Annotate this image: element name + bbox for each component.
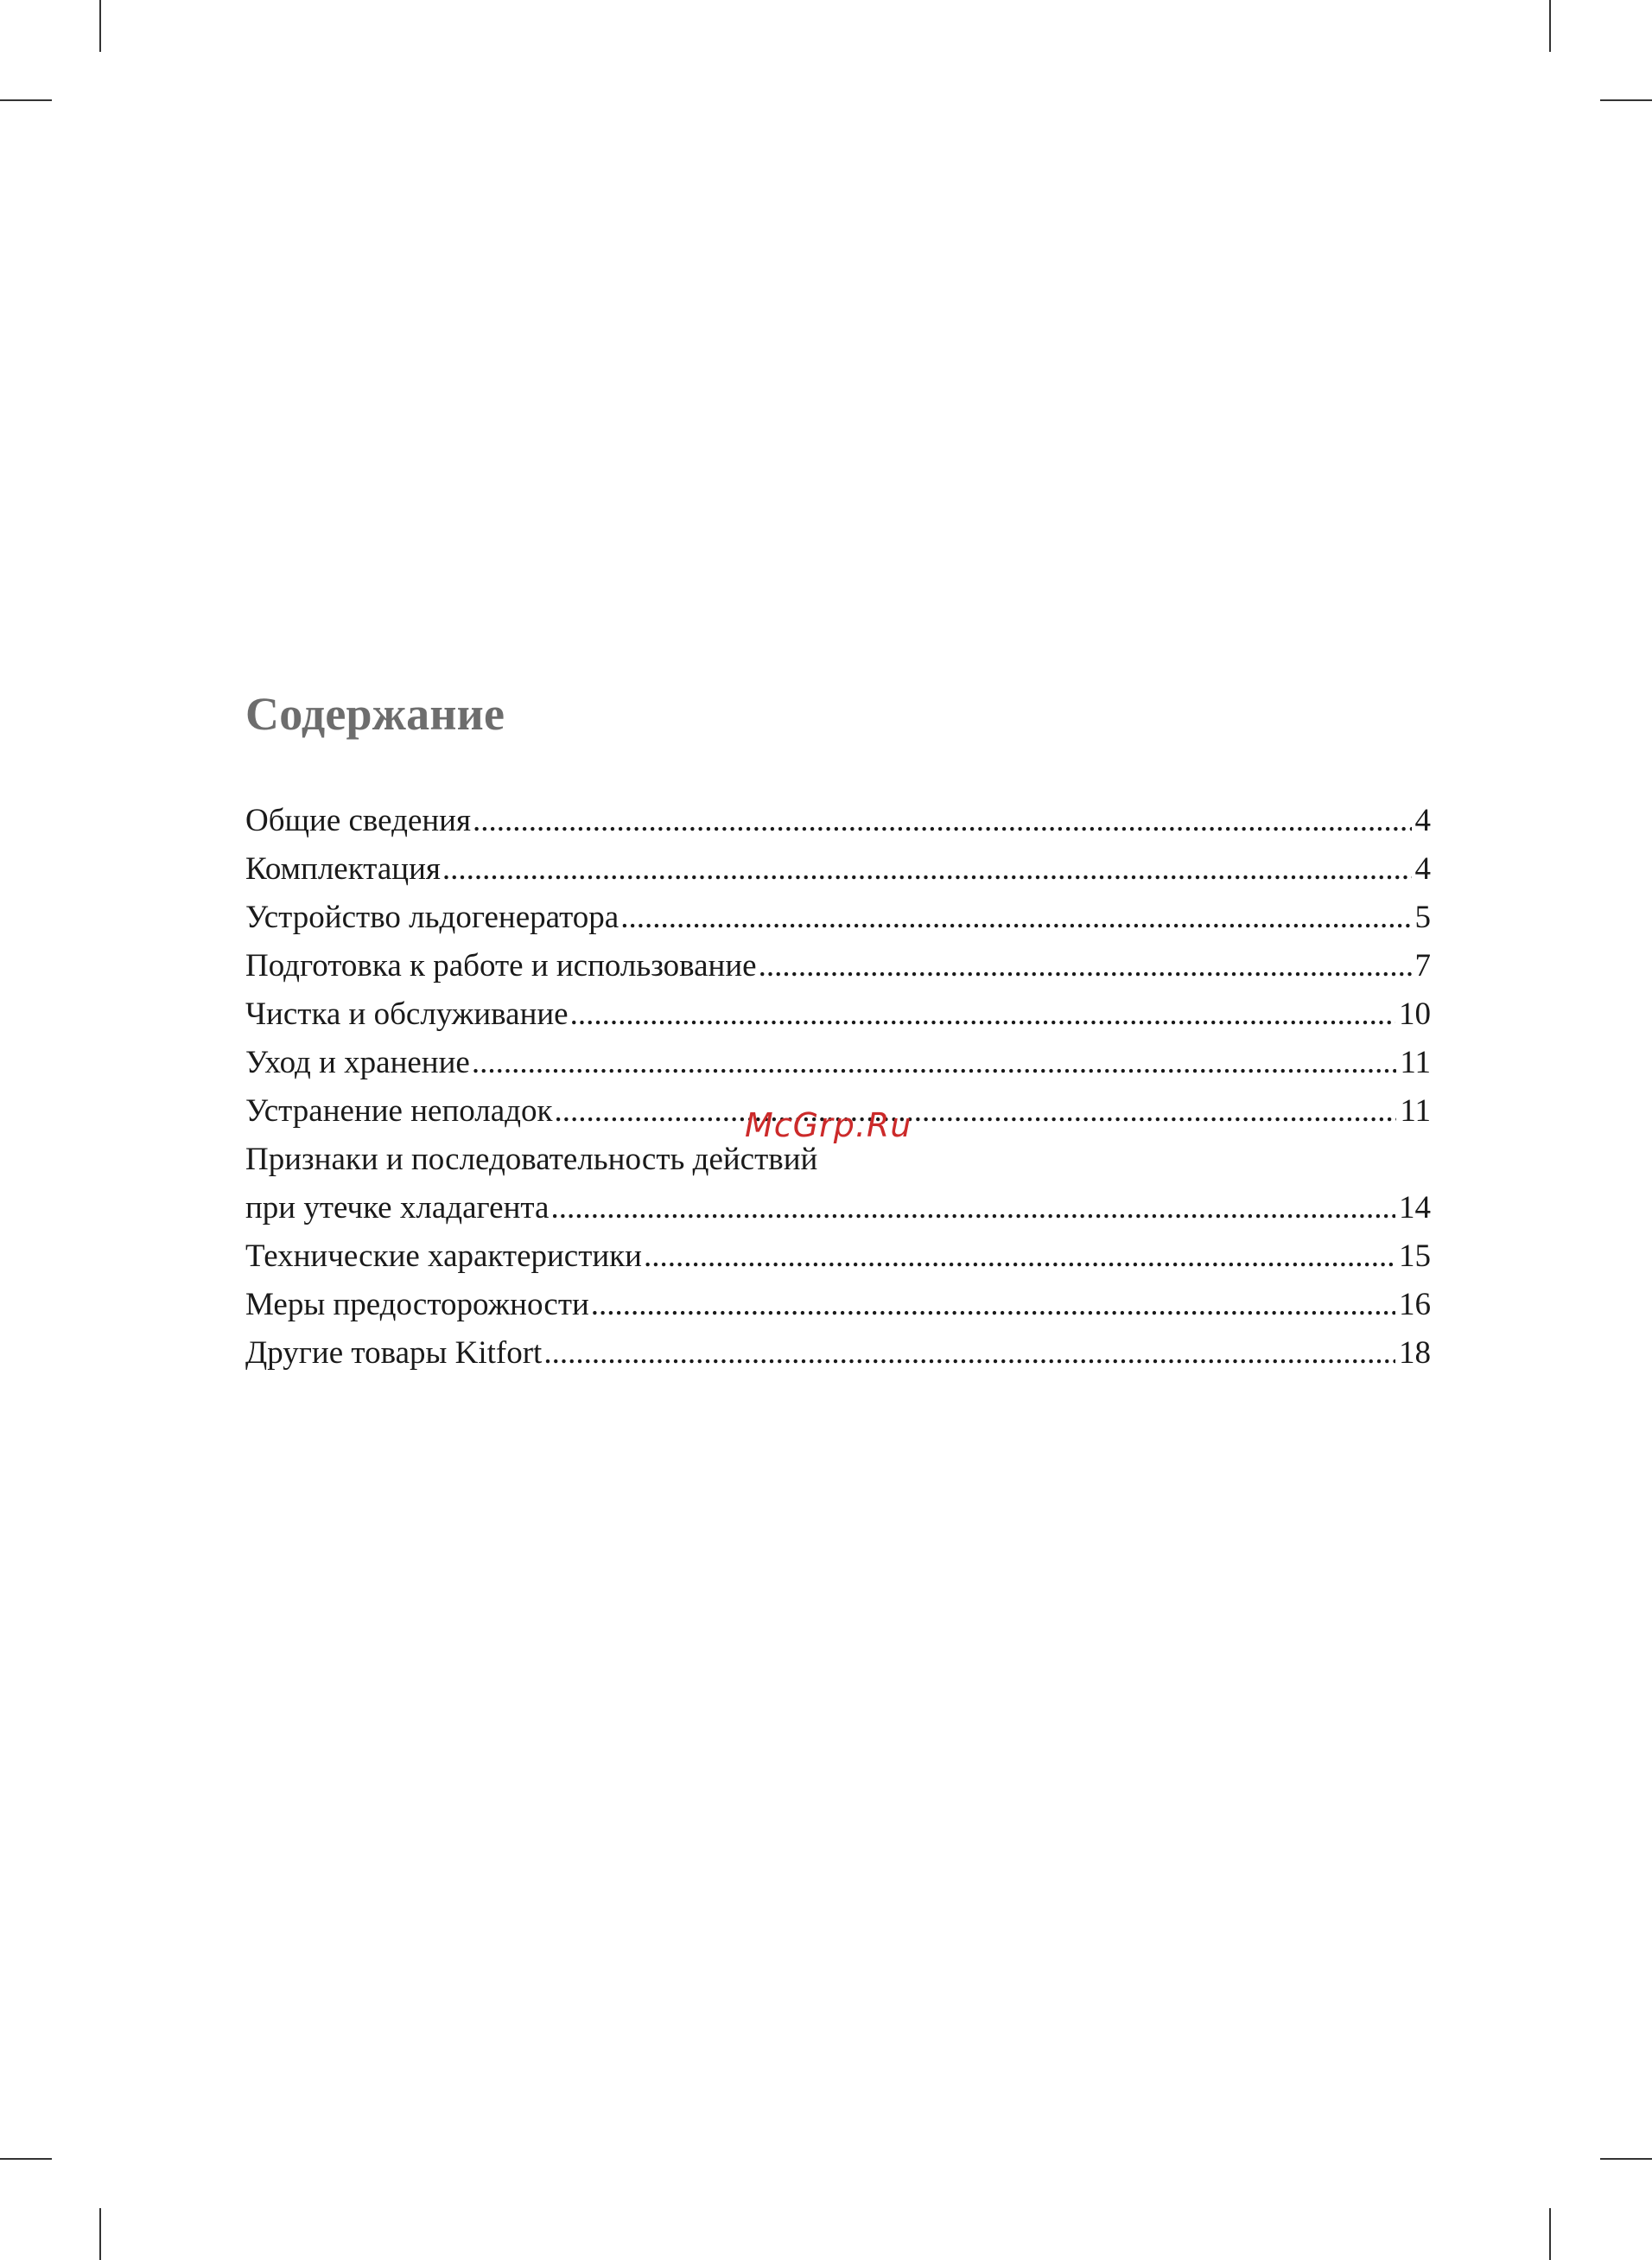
- toc-item[interactable]: [245, 1184, 1431, 1232]
- crop-mark-top-right-horizontal: [1600, 99, 1652, 101]
- toc-item[interactable]: [245, 942, 1431, 990]
- toc-item-page: 7: [1414, 948, 1431, 984]
- toc-item[interactable]: [245, 1232, 1431, 1281]
- toc-leader-dots: [472, 1039, 1397, 1087]
- toc-item-page: 4: [1414, 851, 1431, 887]
- toc-item-page: 10: [1399, 996, 1431, 1032]
- toc-leader-dots: [620, 894, 1411, 942]
- crop-mark-top-left-horizontal: [0, 99, 52, 101]
- toc-item[interactable]: [245, 797, 1431, 845]
- toc-item[interactable]: [245, 894, 1431, 942]
- toc-item-page: 16: [1399, 1287, 1431, 1322]
- toc-item-label: Общие сведения: [245, 803, 471, 838]
- toc-item-page: 4: [1414, 803, 1431, 838]
- toc-item-label: Уход и хранение: [245, 1045, 470, 1080]
- toc-item[interactable]: [245, 990, 1431, 1039]
- toc-item-label: Устранение неполадок: [245, 1093, 553, 1129]
- toc-item-label: Признаки и последовательность действий: [245, 1142, 818, 1177]
- toc-leader-dots: [543, 1329, 1395, 1378]
- toc-leader-dots: [473, 797, 1412, 845]
- toc-leader-dots: [644, 1232, 1395, 1281]
- toc-item-label: Чистка и обслуживание: [245, 996, 569, 1032]
- toc-item[interactable]: [245, 845, 1431, 894]
- toc-item-page: 18: [1399, 1335, 1431, 1371]
- toc-item-label: Устройство льдогенератора: [245, 900, 620, 935]
- crop-mark-bottom-left-vertical: [99, 2208, 101, 2260]
- toc-item-page: 15: [1399, 1238, 1431, 1274]
- toc-item[interactable]: [245, 1329, 1431, 1378]
- toc-item-page: 11: [1400, 1045, 1431, 1080]
- toc-item-label: Меры предосторожности: [245, 1287, 589, 1322]
- toc-item-label: Другие товары Kitfort: [245, 1335, 543, 1371]
- crop-mark-top-right-vertical: [1549, 0, 1551, 52]
- toc-item-label: Комплектация: [245, 851, 441, 887]
- toc-item[interactable]: [245, 1039, 1431, 1087]
- crop-mark-bottom-left-horizontal: [0, 2158, 52, 2160]
- crop-mark-bottom-right-vertical: [1549, 2208, 1551, 2260]
- page-title: Содержание: [245, 688, 505, 740]
- toc-leader-dots: [570, 990, 1395, 1039]
- toc-item-page: 11: [1400, 1093, 1431, 1129]
- toc-leader-dots: [554, 1087, 1396, 1136]
- toc-item[interactable]: [245, 1281, 1431, 1329]
- toc-item-page: 14: [1399, 1190, 1431, 1225]
- table-of-contents: [245, 797, 1431, 1378]
- watermark: McGrp.Ru: [745, 1106, 912, 1144]
- toc-item-label: при утечке хладагента: [245, 1190, 550, 1225]
- crop-mark-bottom-right-horizontal: [1600, 2158, 1652, 2160]
- crop-mark-top-left-vertical: [99, 0, 101, 52]
- toc-leader-dots: [759, 942, 1412, 990]
- toc-leader-dots: [550, 1184, 1395, 1232]
- toc-item-label: Технические характеристики: [245, 1238, 642, 1274]
- toc-leader-dots: [591, 1281, 1395, 1329]
- toc-leader-dots: [442, 845, 1412, 894]
- toc-item-label: Подготовка к работе и использование: [245, 948, 757, 984]
- toc-item-page: 5: [1414, 900, 1431, 935]
